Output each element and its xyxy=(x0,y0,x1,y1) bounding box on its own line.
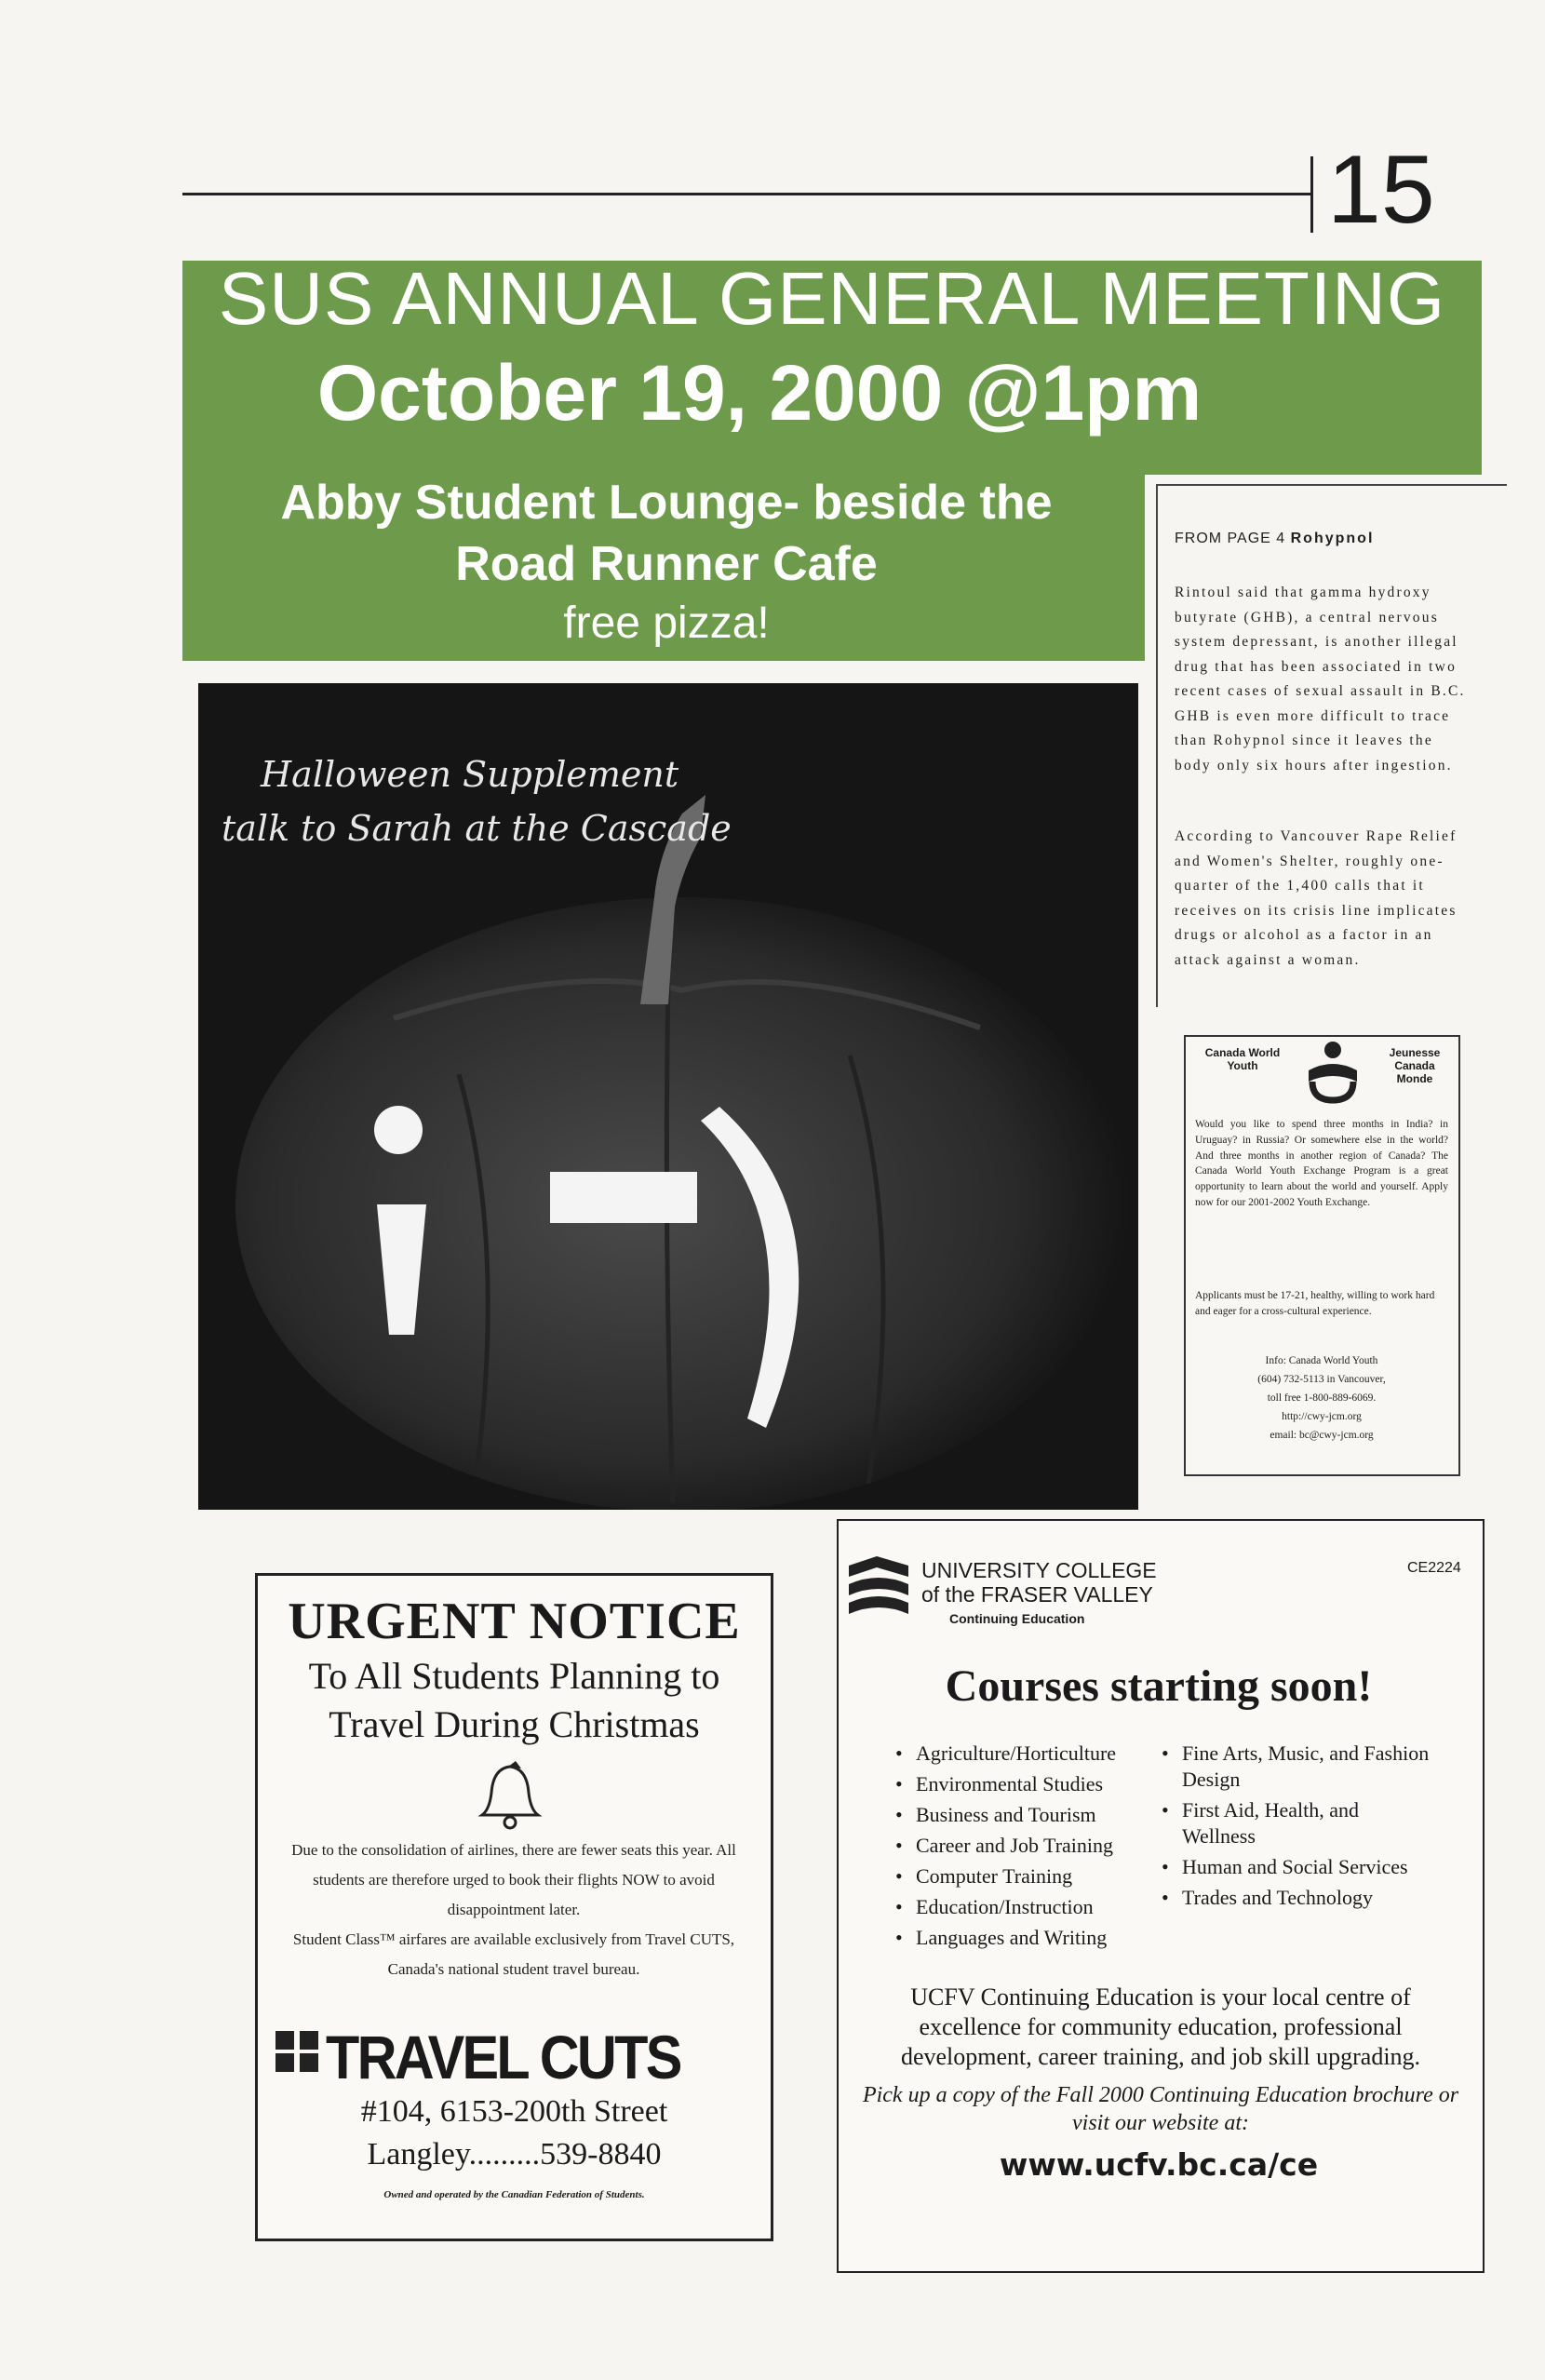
ucfv-website-link[interactable]: www.ucfv.bc.ca/ce xyxy=(999,2146,1319,2183)
course-item: • Agriculture/Horticulture xyxy=(895,1741,1165,1767)
halloween-supplement-line1: Halloween Supplement xyxy=(261,754,679,795)
cwy-info: Info: Canada World Youth xyxy=(1265,1355,1378,1366)
cwy-requirements: Applicants must be 17-21, healthy, willing to work hard and eager for a cross-cultural experience. xyxy=(1195,1290,1435,1317)
ucfv-name-line2: of the FRASER VALLEY xyxy=(921,1582,1153,1607)
course-item: • Trades and Technology xyxy=(1162,1885,1431,1911)
article-from-label: FROM PAGE 4 xyxy=(1175,531,1286,546)
agm-date: October 19, 2000 @1pm xyxy=(316,349,1202,437)
ucfv-name-line3: Continuing Education xyxy=(949,1611,1085,1626)
cwy-phone: (604) 732-5113 in Vancouver, xyxy=(1257,1374,1386,1385)
cwy-contact xyxy=(1195,1351,1448,1445)
travelcuts-body xyxy=(275,1835,752,1984)
bell-icon xyxy=(473,1761,547,1836)
cwy-logo-icon xyxy=(1296,1039,1370,1109)
cwy-logo-english: Canada World Youth xyxy=(1204,1046,1281,1072)
ucfv-logo-icon xyxy=(847,1556,912,1620)
course-item: • Career and Job Training xyxy=(895,1833,1165,1859)
travelcuts-phone: Langley.........539-8840 xyxy=(367,2137,662,2172)
header-rule xyxy=(182,193,1312,195)
travelcuts-body-para2: Student Class™ airfares are available exclusively from Travel CUTS, Canada's national student travel bureau. xyxy=(292,1930,735,1978)
agm-venue-line1: Abby Student Lounge- beside the xyxy=(280,476,1053,530)
course-item: • Human and Social Services xyxy=(1162,1854,1431,1880)
article-paragraph: Rintoul said that gamma hydroxy butyrate (GHB), a central nervous system depressant, is another illegal drug that has been associated in two recent cases of sexual assault in B.C. GHB is even more difficult to trace than Rohypnol since it leaves the body only six hours after ingestion. xyxy=(1175,585,1466,773)
cwy-email: email: bc@cwy-jcm.org xyxy=(1270,1430,1374,1441)
page-number: 15 xyxy=(1327,136,1435,244)
cwy-web: http://cwy-jcm.org xyxy=(1282,1411,1362,1422)
ucfv-ad-code: CE2224 xyxy=(1407,1560,1461,1576)
course-item: • Business and Tourism xyxy=(895,1802,1165,1828)
halloween-supplement-line2: talk to Sarah at the Cascade xyxy=(222,808,732,849)
travelcuts-subhead-line2: Travel During Christmas xyxy=(329,1703,700,1745)
travelcuts-owned-note: Owned and operated by the Canadian Federation of Students. xyxy=(383,2189,645,2200)
cwy-tollfree: toll free 1-800-889-6069. xyxy=(1267,1392,1377,1404)
header-rule-tick xyxy=(1310,156,1313,233)
travelcuts-address: #104, 6153-200th Street xyxy=(360,2094,668,2129)
ucfv-heading: Courses starting soon! xyxy=(945,1661,1373,1711)
travelcuts-logo-icon xyxy=(275,2031,320,2077)
travelcuts-subhead-line1: To All Students Planning to xyxy=(308,1655,720,1697)
agm-pizza: free pizza! xyxy=(563,598,770,648)
course-item: • Languages and Writing xyxy=(895,1925,1165,1951)
ucfv-call-to-action: Pick up a copy of the Fall 2000 Continuing Education brochure or visit our website at: xyxy=(862,2083,1459,2135)
ucfv-course-list-left xyxy=(895,1741,1165,1956)
course-item: • Fine Arts, Music, and Fashion Design xyxy=(1162,1741,1431,1793)
cwy-body: Would you like to spend three months in India? in Uruguay? in Russia? Or somewhere else in the world? And three months in another region of Canada? The Canada World Youth Exchange Program is a great opportunity to learn about the world and yourself. Apply now for our 2001-2002 Youth Exchange. xyxy=(1195,1119,1448,1208)
course-item: • Computer Training xyxy=(895,1863,1165,1889)
agm-venue-line2: Road Runner Cafe xyxy=(455,537,878,591)
course-item: • Education/Instruction xyxy=(895,1894,1165,1920)
travelcuts-logo: TRAVEL CUTS xyxy=(326,2023,680,2091)
agm-title: SUS ANNUAL GENERAL MEETING xyxy=(218,257,1446,340)
ucfv-description: UCFV Continuing Education is your local centre of excellence for community education, professional development, career training, and job skill upgrading. xyxy=(900,1983,1421,2070)
article-from-title: Rohypnol xyxy=(1290,531,1375,546)
cwy-logo-french: Jeunesse Canada Monde xyxy=(1389,1046,1441,1085)
travelcuts-body-para1: Due to the consolidation of airlines, there are fewer seats this year. All students are therefore urged to book their flights NOW to avoid disappointment later. xyxy=(291,1841,736,1918)
travelcuts-headline: URGENT NOTICE xyxy=(288,1593,741,1650)
course-item: • Environmental Studies xyxy=(895,1771,1165,1797)
ucfv-name-line1: UNIVERSITY COLLEGE xyxy=(921,1558,1157,1582)
ucfv-course-list-right xyxy=(1162,1741,1431,1916)
article-paragraph: According to Vancouver Rape Relief and Women's Shelter, roughly one-quarter of the 1,400 calls that it receives on its crisis line implicates drugs or alcohol as a factor in an attack against a woman. xyxy=(1175,828,1458,968)
course-item: • First Aid, Health, and Wellness xyxy=(1162,1797,1431,1849)
article-continuation xyxy=(1175,531,1374,547)
